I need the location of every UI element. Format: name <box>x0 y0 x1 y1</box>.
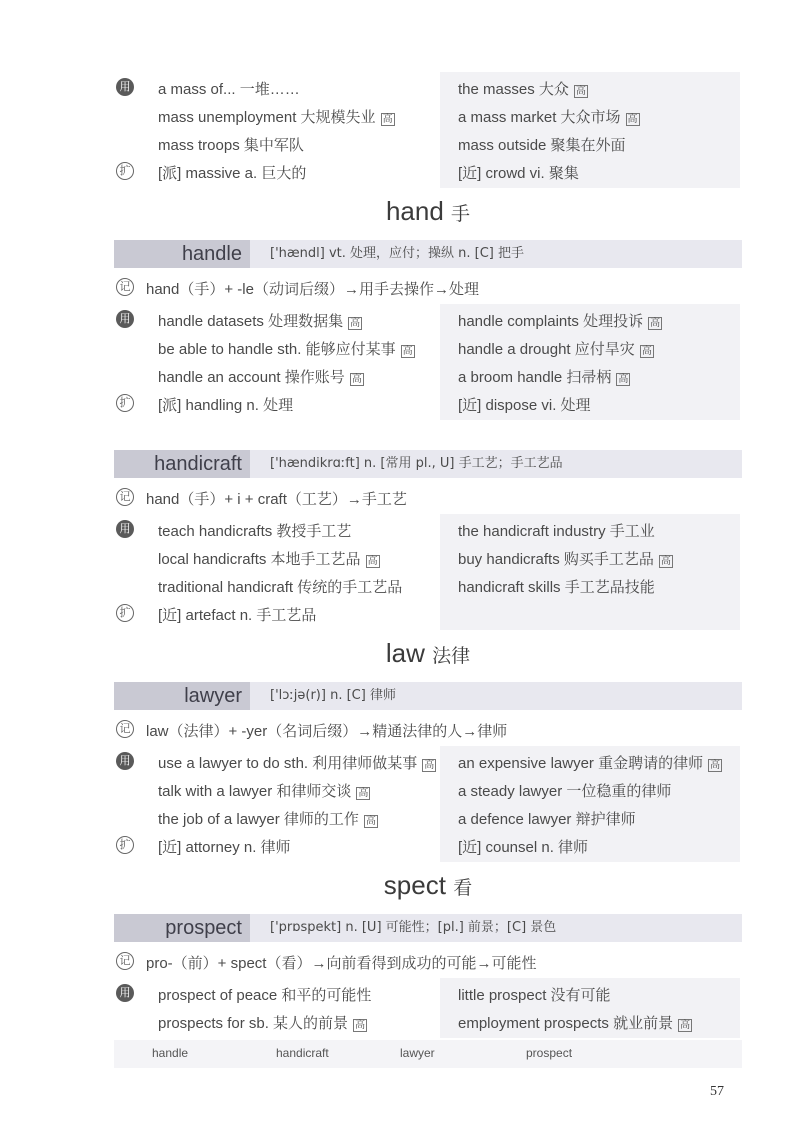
headword-band <box>114 240 742 268</box>
memory-mark: 记 <box>116 488 134 506</box>
usage-item: little prospect 没有可能 <box>458 987 611 1004</box>
frequency-badge: 高 <box>424 760 435 771</box>
headword: lawyer <box>114 682 250 710</box>
memory-mark: 记 <box>116 952 134 970</box>
usage-item: handle an account 操作账号 高 <box>158 369 362 386</box>
headword: handicraft <box>114 450 250 478</box>
definition: ['lɔːjə(r)] n. [C] 律师 <box>270 688 396 703</box>
usage-item: an expensive lawyer 重金聘请的律师 高 <box>458 755 721 772</box>
usage-item: traditional handicraft 传统的手工艺品 <box>158 579 403 596</box>
usage-item: prospects for sb. 某人的前景 高 <box>158 1015 366 1032</box>
usage-item: a broom handle 扫帚柄 高 <box>458 369 629 386</box>
usage-item: buy handicrafts 购买手工艺品 高 <box>458 551 671 568</box>
use-mark: 用 <box>116 78 134 96</box>
headword-band <box>114 450 742 478</box>
usage-item: mass unemployment 大规模失业 高 <box>158 109 393 126</box>
usage-item: mass troops 集中军队 <box>158 137 304 154</box>
frequency-badge: 高 <box>618 374 629 385</box>
usage-item: employment prospects 就业前景 高 <box>458 1015 691 1032</box>
usage-item: prospect of peace 和平的可能性 <box>158 987 372 1004</box>
usage-item: handle complaints 处理投诉 高 <box>458 313 661 330</box>
use-mark: 用 <box>116 520 134 538</box>
extension-item: [近] dispose vi. 处理 <box>458 397 591 414</box>
frequency-badge: 高 <box>627 114 638 125</box>
definition: ['prɒspekt] n. [U] 可能性；[pl.] 前景；[C] 景色 <box>270 920 557 935</box>
frequency-badge: 高 <box>382 114 393 125</box>
headword: prospect <box>114 914 250 942</box>
usage-item: handicraft skills 手工艺品技能 <box>458 579 655 596</box>
frequency-badge: 高 <box>650 318 661 329</box>
extension-mark: 扩 <box>116 394 134 412</box>
footer-word: lawyer <box>400 1046 435 1060</box>
usage-item: be able to handle sth. 能够应付某事 高 <box>158 341 413 358</box>
frequency-badge: 高 <box>351 374 362 385</box>
root-heading: law 法律 <box>385 638 471 668</box>
frequency-badge: 高 <box>367 556 378 567</box>
usage-item: handle datasets 处理数据集 高 <box>158 313 361 330</box>
headword: handle <box>114 240 250 268</box>
usage-item: talk with a lawyer 和律师交谈 高 <box>158 783 369 800</box>
extension-item: [近] counsel n. 律师 <box>458 839 589 856</box>
footer-word: prospect <box>526 1046 573 1060</box>
root-heading: hand 手 <box>385 196 471 226</box>
use-mark: 用 <box>116 984 134 1002</box>
definition: ['hændl] vt. 处理，应付；操纵 n. [C] 把手 <box>270 246 525 261</box>
extension-item: [近] attorney n. 律师 <box>158 839 291 856</box>
extension-item: [近] artefact n. 手工艺品 <box>158 607 317 624</box>
frequency-badge: 高 <box>710 760 721 771</box>
usage-item: a steady lawyer 一位稳重的律师 <box>458 783 672 800</box>
usage-item: handle a drought 应付旱灾 高 <box>458 341 652 358</box>
frequency-badge: 高 <box>680 1020 691 1031</box>
usage-item: use a lawyer to do sth. 利用律师做某事 高 <box>158 755 435 772</box>
frequency-badge: 高 <box>350 318 361 329</box>
footer-word: handle <box>152 1046 189 1060</box>
memory-note: pro-（前）+ spect（看）→向前看得到成功的可能→可能性 <box>146 955 537 972</box>
usage-item: the handicraft industry 手工业 <box>458 523 655 540</box>
memory-mark: 记 <box>116 278 134 296</box>
headword-band <box>114 682 742 710</box>
usage-item: local handicrafts 本地手工艺品 高 <box>158 551 378 568</box>
frequency-badge: 高 <box>355 1020 366 1031</box>
memory-note: law（法律）+ -yer（名词后缀）→精通法律的人→律师 <box>146 723 508 740</box>
extension-mark: 扩 <box>116 162 134 180</box>
frequency-badge: 高 <box>641 346 652 357</box>
usage-item: a mass market 大众市场 高 <box>458 109 638 126</box>
extension-item: [派] handling n. 处理 <box>158 397 294 414</box>
extension-mark: 扩 <box>116 604 134 622</box>
frequency-badge: 高 <box>402 346 413 357</box>
memory-note: hand（手）+ -le（动词后缀）→用手去操作→处理 <box>146 281 479 298</box>
usage-item: a defence lawyer 辩护律师 <box>458 811 636 828</box>
usage-item: teach handicrafts 教授手工艺 <box>158 523 352 540</box>
page-number: 57 <box>710 1084 724 1099</box>
root-heading: spect 看 <box>383 870 473 900</box>
usage-item: the masses 大众 高 <box>458 81 586 98</box>
definition: ['hændikrɑːft] n. [常用 pl., U] 手工艺；手工艺品 <box>270 456 563 471</box>
frequency-badge: 高 <box>575 86 586 97</box>
memory-note: hand（手）+ i + craft（工艺）→手工艺 <box>146 491 407 508</box>
use-mark: 用 <box>116 752 134 770</box>
memory-mark: 记 <box>116 720 134 738</box>
usage-item: mass outside 聚集在外面 <box>458 137 626 154</box>
extension-item: [近] crowd vi. 聚集 <box>458 165 579 182</box>
extension-mark: 扩 <box>116 836 134 854</box>
frequency-badge: 高 <box>365 816 376 827</box>
frequency-badge: 高 <box>660 556 671 567</box>
usage-item: the job of a lawyer 律师的工作 高 <box>158 811 376 828</box>
usage-item: a mass of... 一堆…… <box>158 81 300 98</box>
footer-word: handicraft <box>276 1046 329 1060</box>
headword-band <box>114 914 742 942</box>
extension-item: [派] massive a. 巨大的 <box>158 165 307 182</box>
use-mark: 用 <box>116 310 134 328</box>
frequency-badge: 高 <box>358 788 369 799</box>
